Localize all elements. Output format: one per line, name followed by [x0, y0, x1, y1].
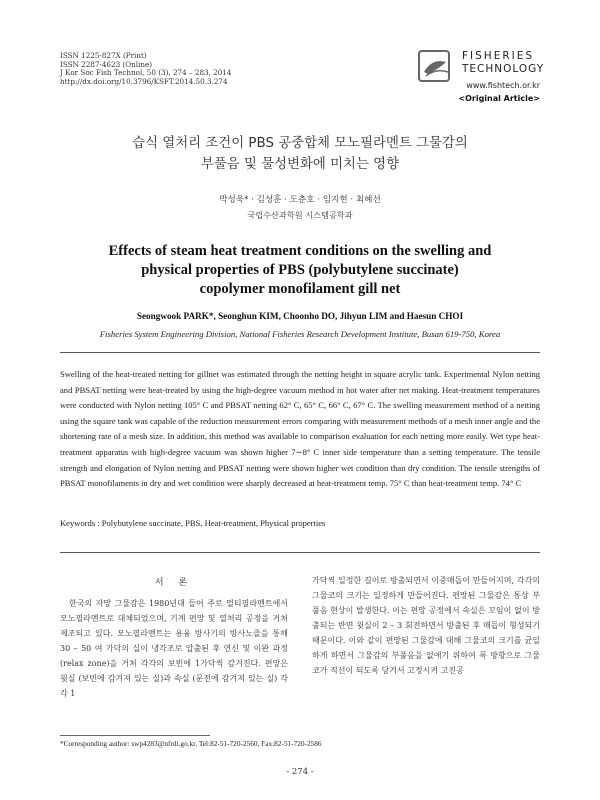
fish-logo-icon [418, 50, 454, 82]
english-authors: Seongwook PARK*, Seonghun KIM, Choonho DO, Jihyun LIM and Haesun CHOI [136, 311, 464, 321]
abstract-bottom-rule [60, 552, 540, 553]
issn-print: ISSN 1225-827X (Print) [60, 51, 147, 60]
body-column-right [312, 573, 540, 678]
korean-title-line2: 부풀음 및 물성변화에 미치는 영향 [200, 157, 400, 172]
body-paragraph: 한국의 자망 그물감은 1980년대 들어 주로 멀티필라멘트에서 모노필라멘트로 대체되었으며, 기계 편망 및 열처리 공정을 거쳐 제조되고 있다. 모노필라멘트는 용융 방사기의 방사노즐을 통해 30 – 50 여 가닥의 실이 냉각조로 압출된 후 연신 및 이완 과정 (relax zone)을 거쳐 각각의 보빈에 1가닥씩 감겨진다. 편망은 윗실 (보빈에 감겨져 있는 실)과 속실 (문전에 감겨져 있는 실) 각각 1 [60, 599, 288, 698]
citation: J Kor Soc Fish Technol, 50 (3), 274 – 283, 2014 [60, 68, 232, 78]
korean-title [60, 133, 540, 175]
article-type-label: <Original Article> [458, 94, 540, 103]
issn-online: ISSN 2287-4623 (Online) [60, 59, 153, 69]
english-title-line2: physical properties of PBS (polybutylene succinate) [141, 262, 459, 278]
english-affiliation: Fisheries System Engineering Division, National Fisheries Research Development Institute, Busan 619-750, Korea [99, 329, 501, 339]
journal-logo [418, 48, 545, 108]
english-title-line3: copolymer monofilament gill net [199, 281, 401, 297]
body-column-left [60, 596, 288, 701]
journal-url[interactable]: www.fishtech.or.kr [466, 81, 540, 90]
keywords: Keywords : Polybutylene succinate, PBS, Heat-treatment, Physical properties [60, 518, 326, 528]
english-title-line1: Effects of steam heat treatment conditions on the swelling and [108, 243, 492, 259]
doi-link[interactable]: http://dx.doi.org/10.3796/KSFT.2014.50.3.274 [60, 76, 228, 86]
corresponding-author-footnote: *Corresponding author: swp4283@nfrdi.go.kr, Tel:82-51-720-2560, Fax:82-51-720-2586 [60, 739, 322, 748]
body-paragraph: 가닥씩 일정한 길이로 방출되면서 이중매듭이 만들어지며, 각각의 그물코의 크기는 일정하게 만들어진다. 편망된 그물감은 통상 부풀음 현상이 발생한다. 이는 편망 공정에서 속실은 꼬임이 없이 방출되는 반면 윗실이 2 – 3 회전하면서 방출된 후 매듭이 형성되기 때문이다. 이와 같이 편망된 그물감에 대해 그물코의 크기를 균일하게 하면서 그물감의 부풀음을 없애기 위하여 폭 방향으로 그물코가 직선이 되도록 당겨서 고정시켜 고진공 [312, 576, 540, 675]
logo-text-fisheries: FISHERIES [462, 50, 535, 62]
korean-title-line1: 습식 열처리 조건이 PBS 공중합체 모노필라멘트 그물감의 [132, 136, 468, 151]
english-title [60, 242, 540, 299]
abstract: Swelling of the heat-treated netting for gillnet was estimated through the netting height in square acrylic tank. Experimental Nylon netting and PBSAT netting were heat-treated by using the high-degree vacuum method in hot water after net making. Heat-treatment temperatures were conducted with Nylon netting 105° C and PBSAT netting 62° C, 65° C, 66° C, 67° C. The swelling measurement method of a netting using the square tank was capable of the reduction measurement errors comparing with measurement methods of a mesh inner angle and the shortening rate of a mesh size. In addition, this method was available to comparison evaluation for each netting more easily. Wet type heat-treatment apparatus with high-degree vacuum was shown higher 7∼8° C inner side temperature than a setting temperature. The tensile strength and elongation of Nylon netting and PBSAT netting were shown higher wet condition than dry condition. The tensile strengths of PBSAT monofilaments in dry and wet condition were sharply decreased at heat-treatment temp. 75° C than heat-treatment temp. 74° C [60, 369, 540, 489]
logo-text-technology: TECHNOLOGY [462, 63, 545, 75]
page-number: - 274 - [286, 767, 314, 777]
footnote-rule [60, 735, 210, 736]
journal-meta [60, 52, 231, 86]
korean-affiliation: 국립수산과학원 시스템공학과 [247, 210, 353, 220]
section-heading-introduction: 서 론 [154, 578, 194, 588]
abstract-top-rule [60, 352, 540, 353]
korean-authors: 박성욱* · 김성훈 · 도춘호 · 임지현 · 최혜선 [219, 195, 381, 205]
